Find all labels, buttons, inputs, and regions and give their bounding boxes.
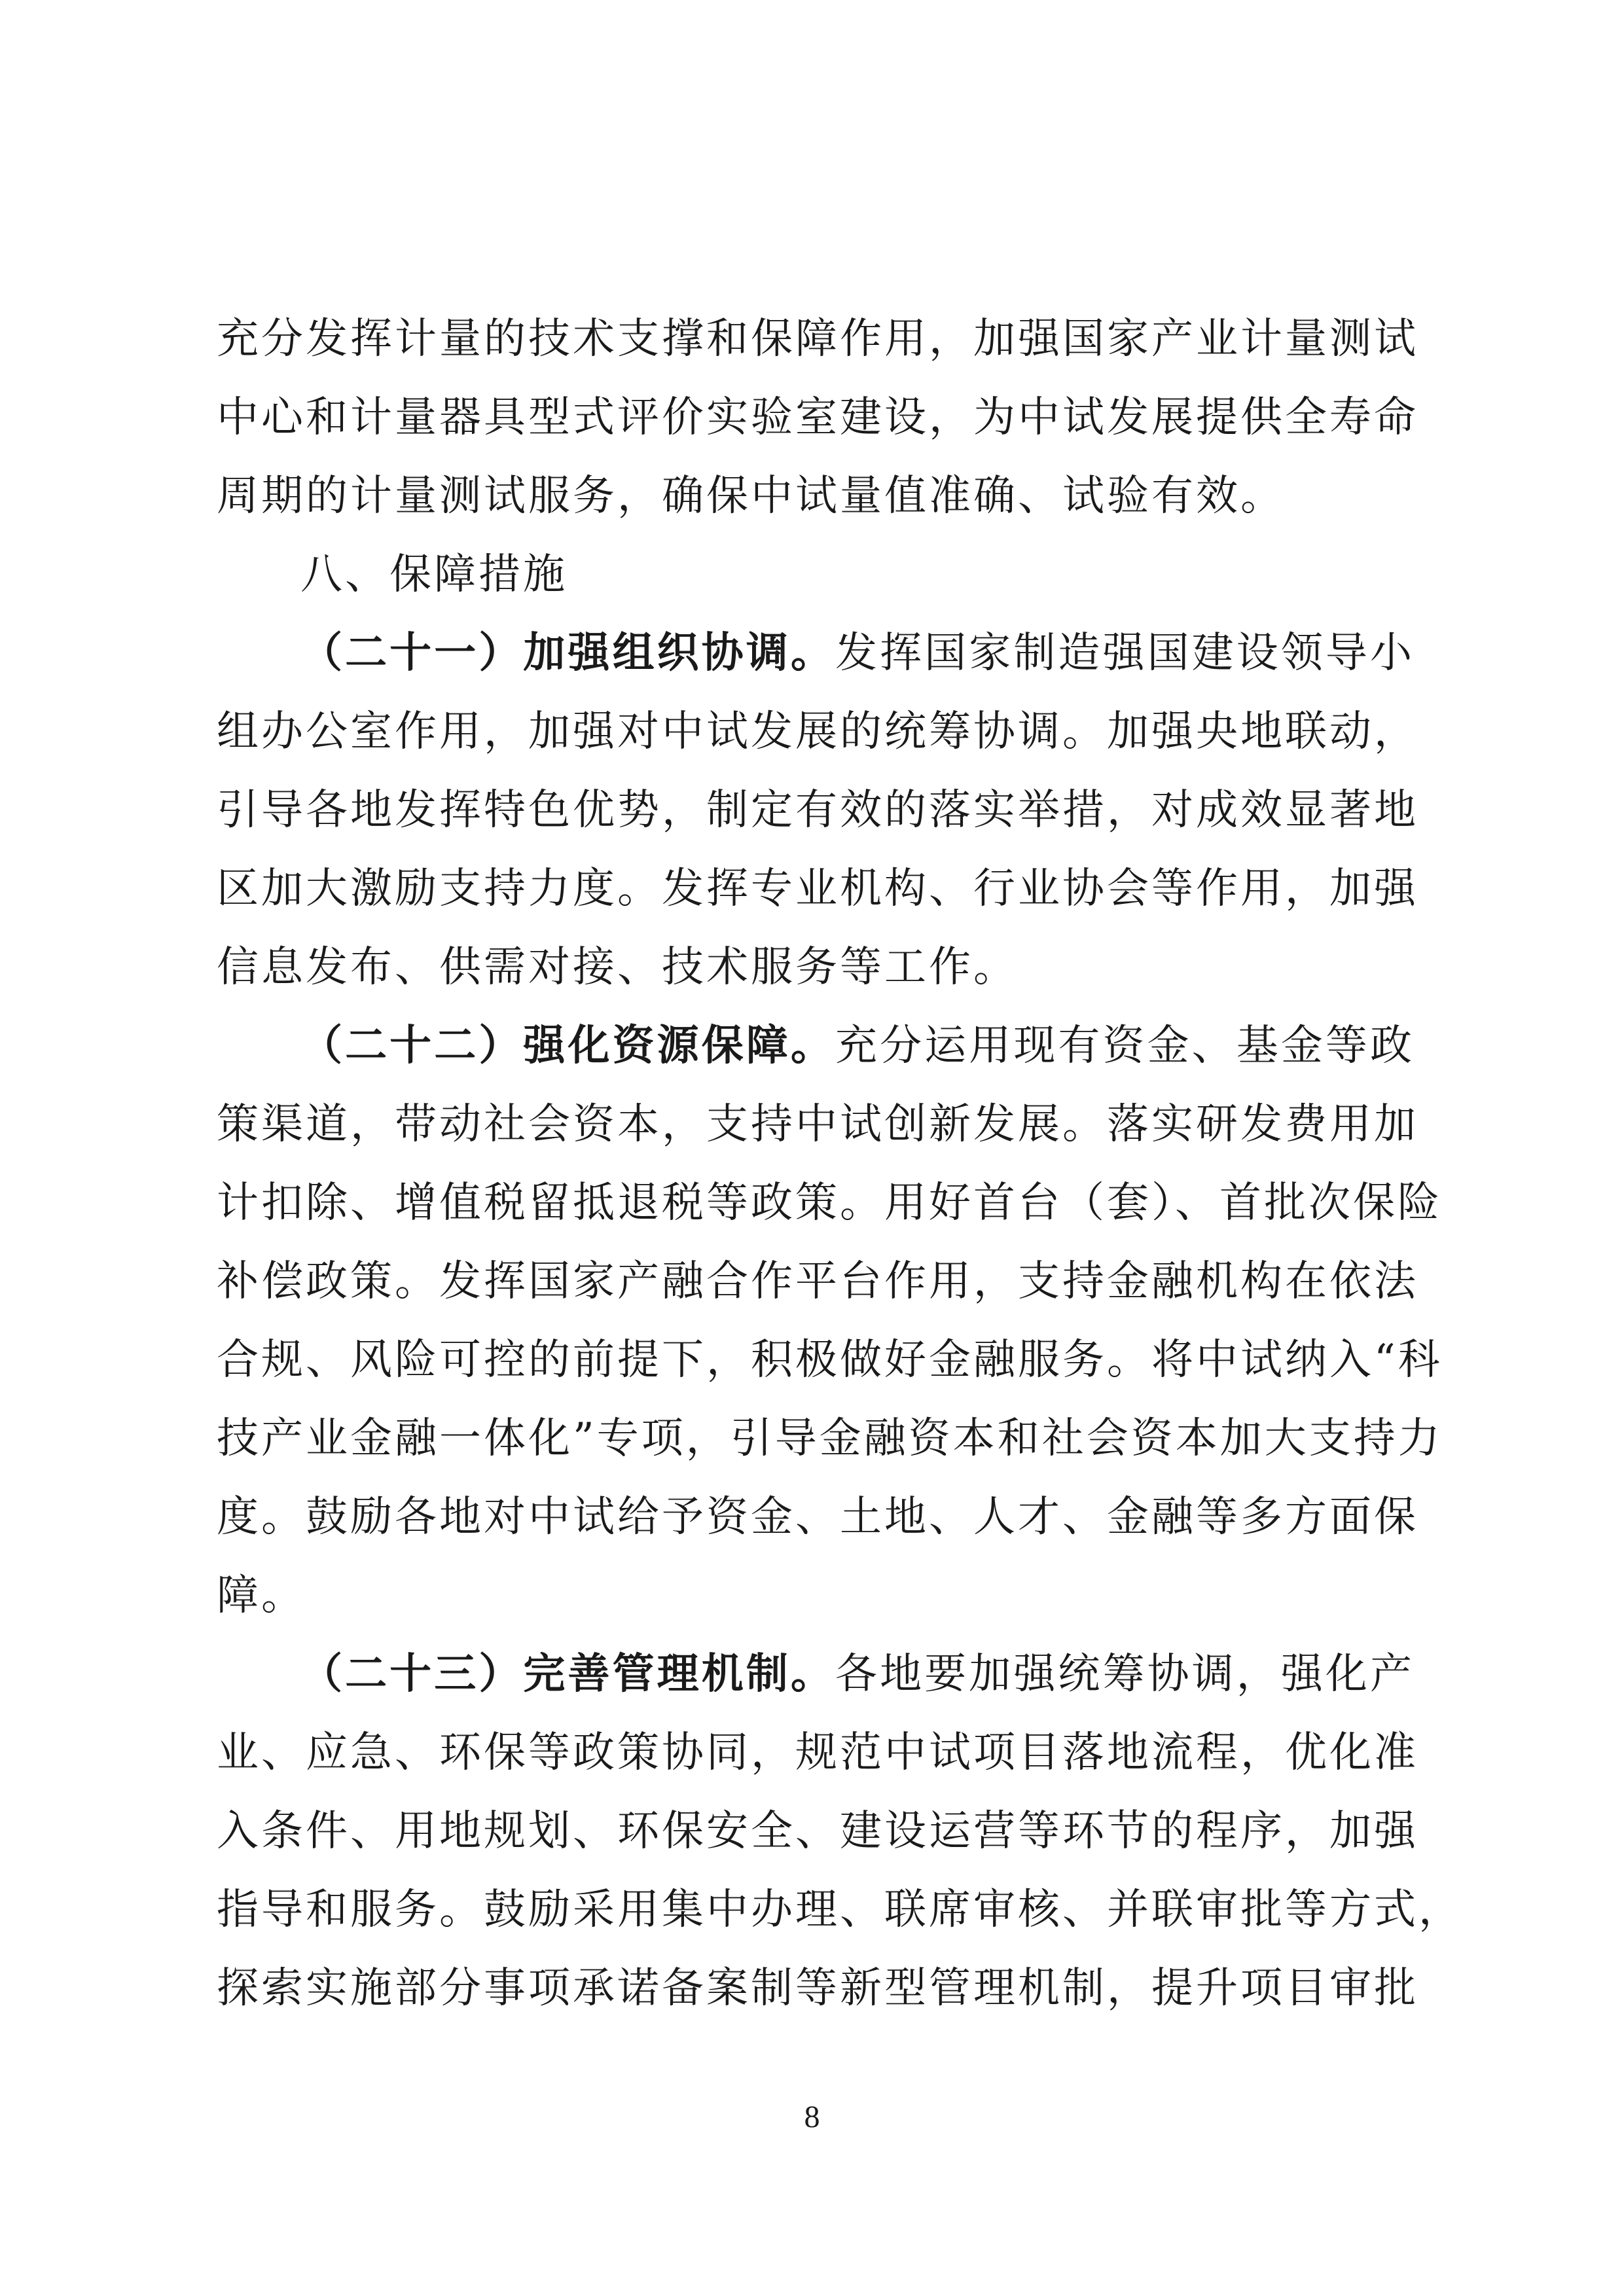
body-text-line: 充分发挥计量的技术支撑和保障作用，加强国家产业计量测试 (217, 315, 1418, 363)
paragraph-lead-heading: （二十三）完善管理机制。 (300, 1650, 835, 1698)
body-text-line: 技产业金融一体化”专项，引导金融资本和社会资本加大支持力 (217, 1414, 1443, 1463)
body-text-line: 周期的计量测试服务，确保中试量值准确、试验有效。 (217, 472, 1285, 520)
body-text-line: 合规、风险可控的前提下，积极做好金融服务。将中试纳入“科 (217, 1336, 1443, 1384)
body-text-line: 业、应急、环保等政策协同，规范中试项目落地流程，优化准 (217, 1729, 1418, 1777)
body-text-line: 中心和计量器具型式评价实验室建设，为中试发展提供全寿命 (217, 393, 1418, 442)
paragraph-first-line (300, 1641, 1415, 1707)
body-text-line: 区加大激励支持力度。发挥专业机构、行业协会等作用，加强 (217, 865, 1418, 913)
body-text-line: 指导和服务。鼓励采用集中办理、联席审核、并联审批等方式， (217, 1886, 1463, 1934)
paragraph-first-line (300, 1013, 1415, 1079)
paragraph-lead-heading: （二十二）强化资源保障。 (300, 1022, 835, 1070)
paragraph-text: 充分运用现有资金、基金等政 (835, 1022, 1415, 1070)
body-text-line: 度。鼓励各地对中试给予资金、土地、人才、金融等多方面保 (217, 1493, 1418, 1541)
body-text-line: 计扣除、增值税留抵退税等政策。用好首台（套）、首批次保险 (217, 1179, 1442, 1227)
body-text-line: 引导各地发挥特色优势，制定有效的落实举措，对成效显著地 (217, 786, 1418, 834)
paragraph-lead-heading: （二十一）加强组织协调。 (300, 629, 835, 677)
body-text-line: 组办公室作用，加强对中试发展的统筹协调。加强央地联动， (217, 708, 1418, 756)
body-text-line: 策渠道，带动社会资本，支持中试创新发展。落实研发费用加 (217, 1100, 1418, 1149)
paragraph-text: 各地要加强统筹协调，强化产 (835, 1650, 1415, 1698)
body-text-line: 信息发布、供需对接、技术服务等工作。 (217, 943, 1018, 992)
page-number: 8 (804, 2100, 820, 2134)
body-text-line: 入条件、用地规划、环保安全、建设运营等环节的程序，加强 (217, 1807, 1418, 1856)
body-text-line: 补偿政策。发挥国家产融合作平台作用，支持金融机构在依法 (217, 1257, 1418, 1306)
body-text-line: 探索实施部分事项承诺备案制等新型管理机制，提升项目审批 (217, 1964, 1418, 2013)
body-text-line: 障。 (217, 1571, 306, 1620)
paragraph-text: 发挥国家制造强国建设领导小 (835, 629, 1415, 677)
section-heading: 八、保障措施 (300, 550, 568, 599)
paragraph-first-line (300, 620, 1415, 686)
